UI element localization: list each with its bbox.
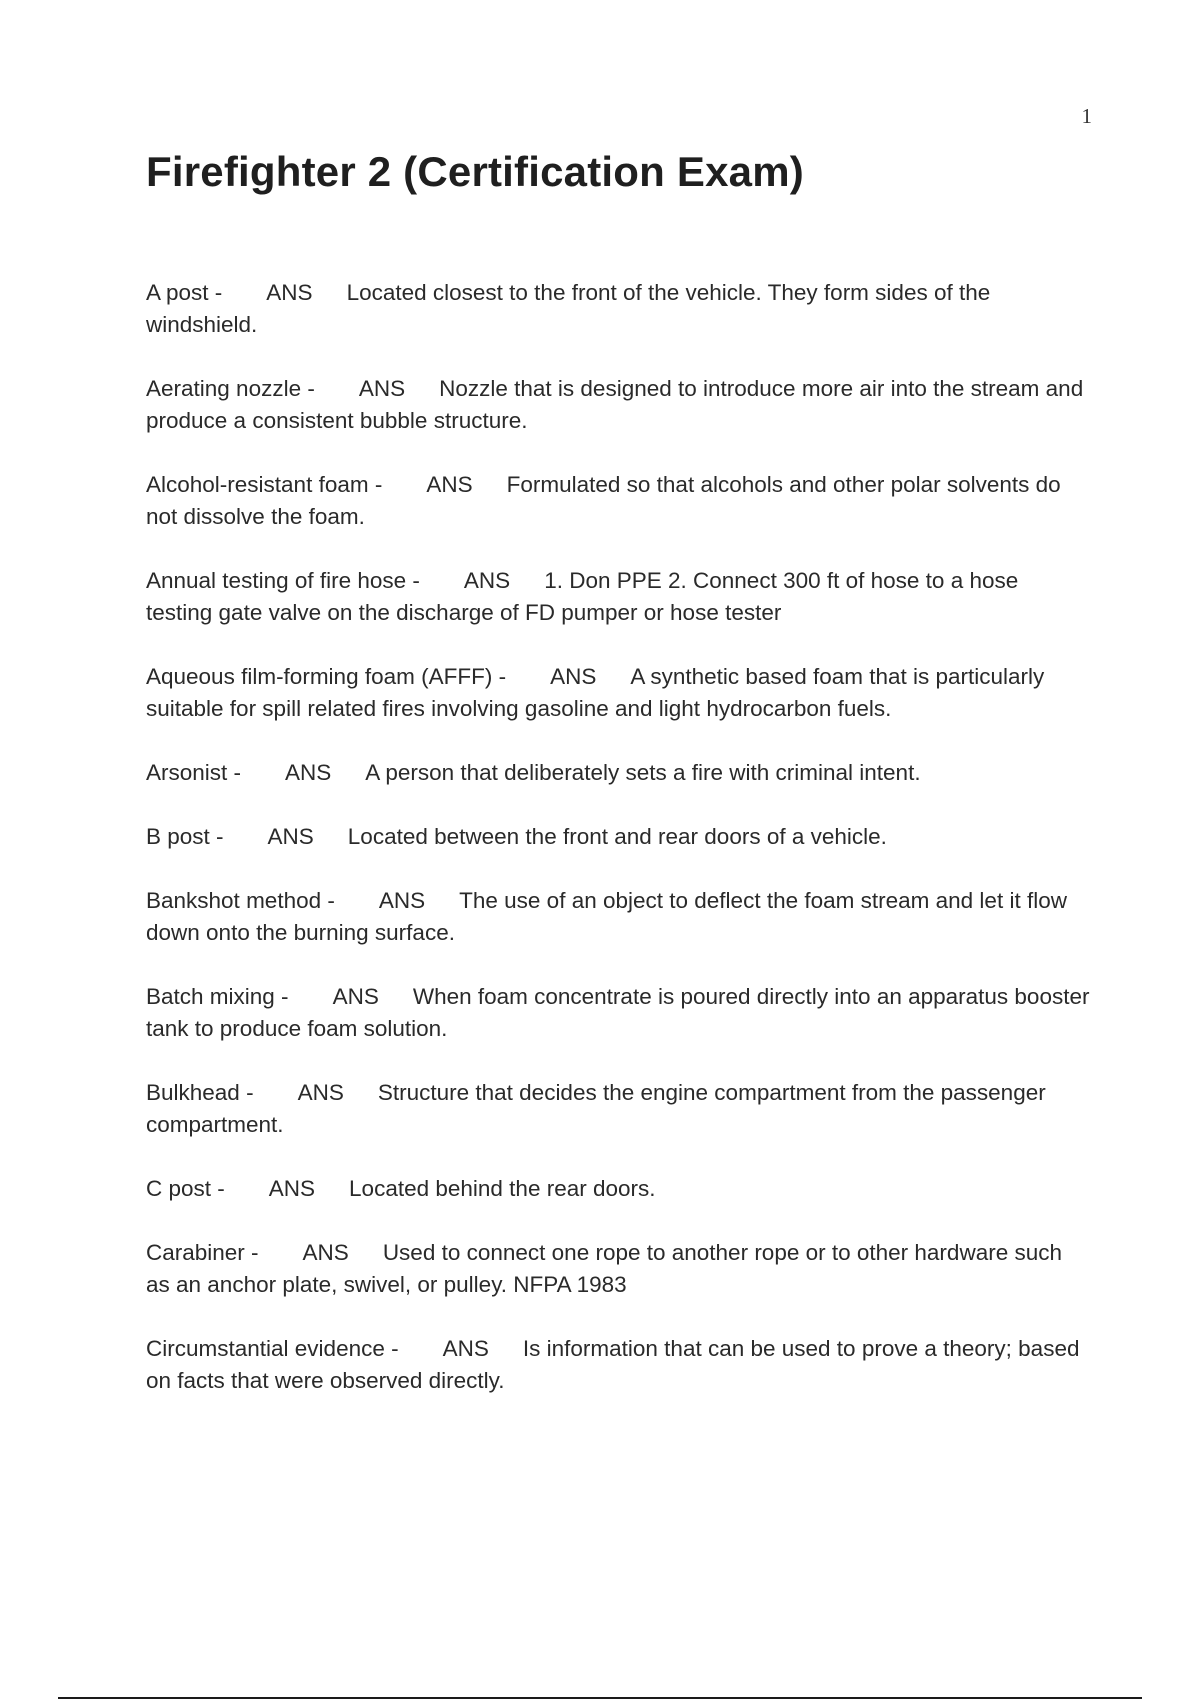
entry-term: Aqueous film-forming foam (AFFF) - — [146, 664, 507, 689]
entry-definition: Is information that can be used to prove a theory; based on facts that were observed directly. — [146, 1336, 1080, 1393]
ans-label: ANS — [463, 568, 511, 593]
ans-label: ANS — [550, 664, 597, 689]
flashcard-entry — [146, 277, 1090, 341]
entry-term: Circumstantial evidence - — [146, 1336, 399, 1361]
flashcard-entry — [146, 821, 1090, 853]
entry-definition: Structure that decides the engine compartment from the passenger compartment. — [146, 1080, 1046, 1137]
ans-label: ANS — [332, 984, 379, 1009]
entry-term: Aerating nozzle - — [146, 376, 315, 401]
entry-definition: The use of an object to deflect the foam stream and let it flow down onto the burning surface. — [146, 888, 1067, 945]
entry-term: Carabiner - — [146, 1240, 259, 1265]
ans-label: ANS — [378, 888, 426, 913]
ans-label: ANS — [302, 1240, 349, 1265]
flashcard-entry — [146, 469, 1090, 533]
entry-definition: Nozzle that is designed to introduce more air into the stream and produce a consistent bubble structure. — [146, 376, 1084, 433]
entry-definition: When foam concentrate is poured directly into an apparatus booster tank to produce foam solution. — [146, 984, 1090, 1041]
flashcard-entry — [146, 565, 1090, 629]
entry-definition: A person that deliberately sets a fire with criminal intent. — [365, 760, 921, 785]
entry-definition: Used to connect one rope to another rope or to other hardware such as an anchor plate, swivel, or pulley. NFPA 1983 — [146, 1240, 1062, 1297]
entry-term: A post - — [146, 280, 223, 305]
entry-definition: Located closest to the front of the vehicle. They form sides of the windshield. — [146, 280, 991, 337]
ans-label: ANS — [266, 280, 313, 305]
flashcard-list — [146, 277, 1090, 1429]
entry-definition: 1. Don PPE 2. Connect 300 ft of hose to a hose testing gate valve on the discharge of FD pumper or hose tester — [146, 568, 1019, 625]
flashcard-entry — [146, 1077, 1090, 1141]
flashcard-entry — [146, 373, 1090, 437]
entry-term: Alcohol-resistant foam - — [146, 472, 383, 497]
page-number: 1 — [1081, 104, 1092, 128]
flashcard-entry — [146, 1333, 1090, 1397]
flashcard-entry — [146, 1173, 1090, 1205]
flashcard-entry — [146, 757, 1090, 789]
entry-term: C post - — [146, 1176, 225, 1201]
entry-term: Bulkhead - — [146, 1080, 254, 1105]
entry-term: Arsonist - — [146, 760, 242, 785]
flashcard-entry — [146, 981, 1090, 1045]
ans-label: ANS — [442, 1336, 489, 1361]
ans-label: ANS — [267, 824, 314, 849]
entry-term: Batch mixing - — [146, 984, 289, 1009]
entry-definition: A synthetic based foam that is particularly suitable for spill related fires involving gasoline and light hydrocarbon fuels. — [146, 664, 1045, 721]
footer-divider — [58, 1697, 1142, 1699]
entry-definition: Located behind the rear doors. — [349, 1176, 656, 1201]
document-title: Firefighter 2 (Certification Exam) — [146, 148, 804, 195]
entry-definition: Formulated so that alcohols and other polar solvents do not dissolve the foam. — [146, 472, 1061, 529]
ans-label: ANS — [285, 760, 332, 785]
entry-term: Bankshot method - — [146, 888, 335, 913]
flashcard-entry — [146, 885, 1090, 949]
entry-definition: Located between the front and rear doors of a vehicle. — [347, 824, 887, 849]
ans-label: ANS — [358, 376, 406, 401]
ans-label: ANS — [297, 1080, 344, 1105]
entry-term: Annual testing of fire hose - — [146, 568, 420, 593]
flashcard-entry — [146, 661, 1090, 725]
flashcard-entry — [146, 1237, 1090, 1301]
ans-label: ANS — [426, 472, 473, 497]
ans-label: ANS — [268, 1176, 316, 1201]
entry-term: B post - — [146, 824, 224, 849]
